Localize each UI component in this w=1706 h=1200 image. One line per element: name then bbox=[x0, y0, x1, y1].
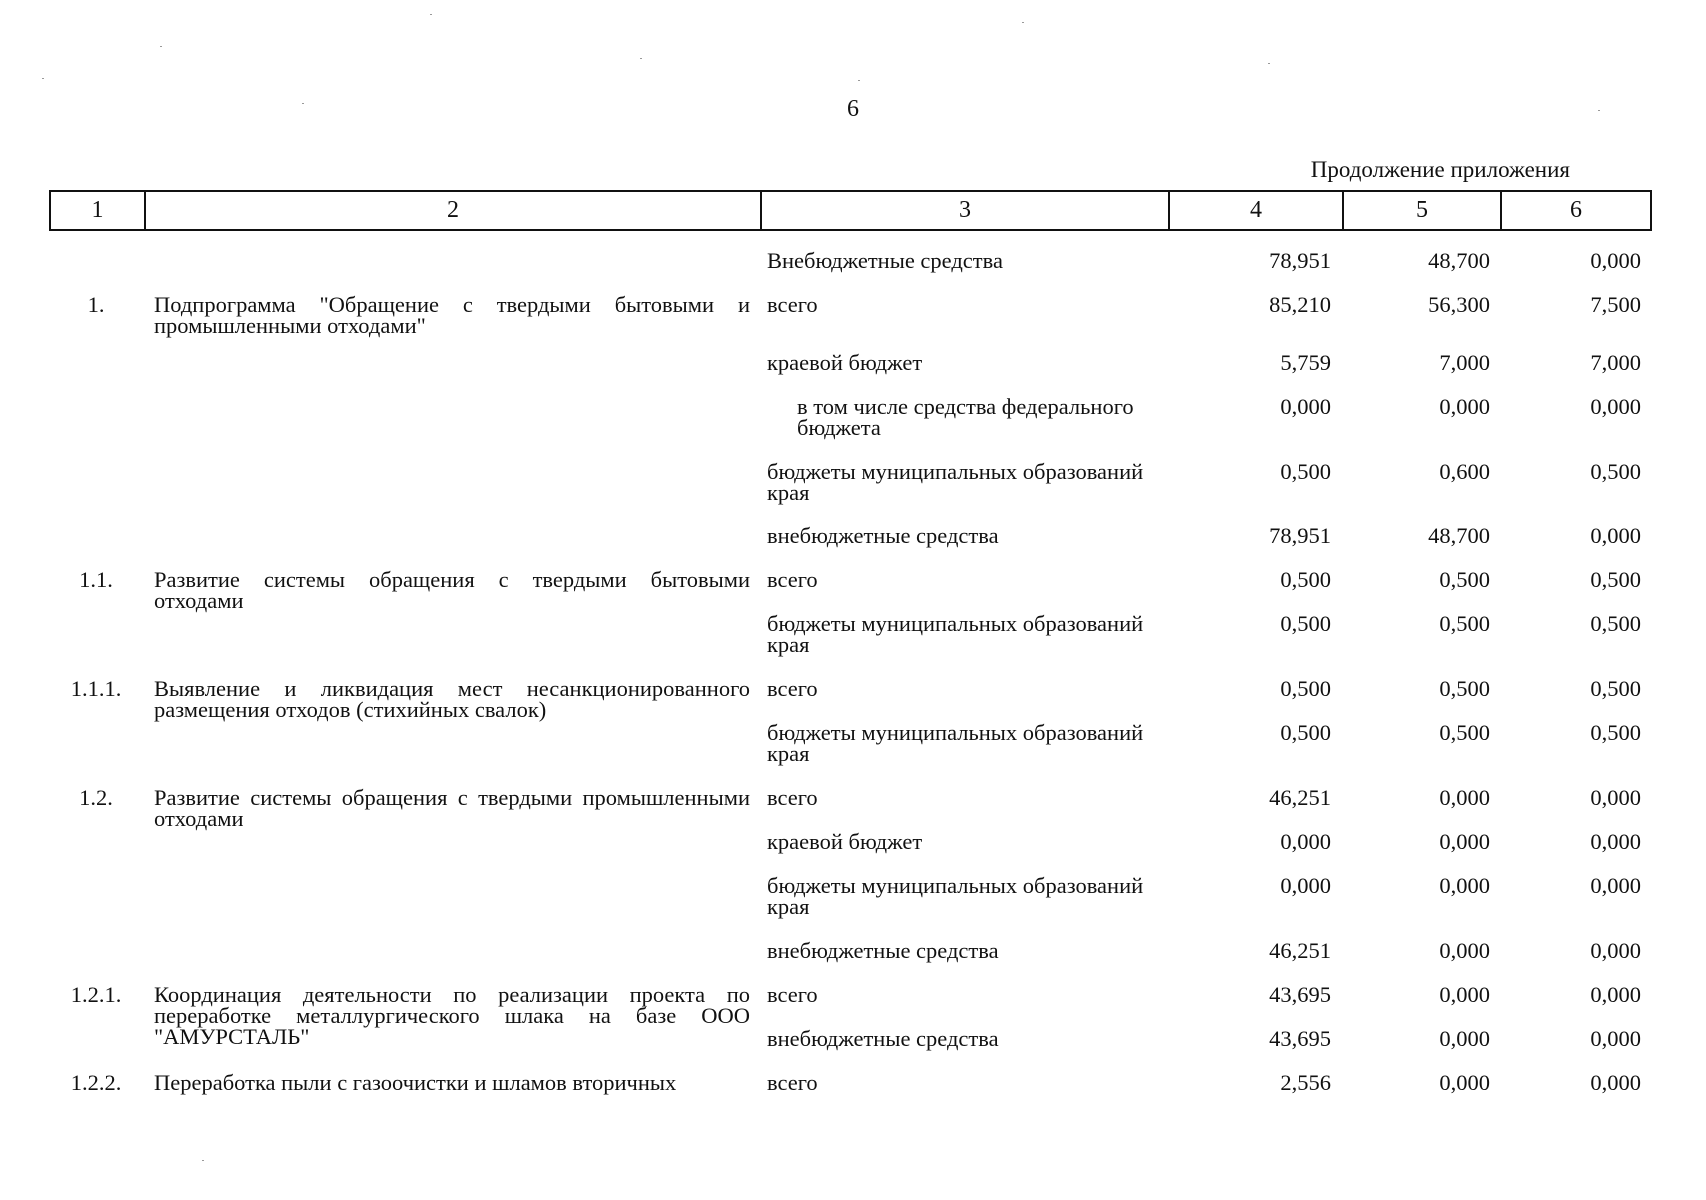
value-col-4: 5,759 bbox=[1280, 350, 1331, 375]
value-col-4: 43,695 bbox=[1269, 1026, 1331, 1051]
header-cell-5: 5 bbox=[1342, 190, 1502, 231]
value-col-5: 0,500 bbox=[1439, 720, 1490, 745]
row-number: 1. bbox=[87, 292, 105, 317]
funding-source: краевой бюджет bbox=[767, 350, 923, 375]
value-col-6: 7,500 bbox=[1590, 292, 1641, 317]
value-col-5: 0,500 bbox=[1439, 676, 1490, 701]
funding-source: всего bbox=[767, 982, 818, 1007]
row-name: Выявление и ликвидация мест несанкционированного размещения отходов (стихийных свалок) bbox=[154, 676, 750, 722]
value-col-6: 0,000 bbox=[1590, 938, 1641, 963]
value-col-5: 0,000 bbox=[1439, 1070, 1490, 1095]
value-col-4: 46,251 bbox=[1269, 785, 1331, 810]
value-col-4: 0,000 bbox=[1280, 394, 1331, 419]
value-col-5: 0,500 bbox=[1439, 567, 1490, 592]
row-number: 1.1.1. bbox=[70, 676, 122, 701]
value-col-6: 0,000 bbox=[1590, 394, 1641, 419]
header-cell-6: 6 bbox=[1500, 190, 1652, 231]
continuation-label: Продолжение приложения bbox=[1310, 157, 1570, 182]
row-name: Развитие системы обращения с твердыми бытовыми отходами bbox=[154, 567, 750, 613]
header-cell-4: 4 bbox=[1168, 190, 1344, 231]
value-col-4: 0,000 bbox=[1280, 829, 1331, 854]
value-col-5: 0,500 bbox=[1439, 611, 1490, 636]
value-col-5: 56,300 bbox=[1428, 292, 1490, 317]
row-number: 1.2. bbox=[79, 785, 113, 810]
header-cell-2: 2 bbox=[144, 190, 762, 231]
funding-source: всего bbox=[767, 785, 818, 810]
scan-speck bbox=[302, 103, 304, 104]
value-col-5: 48,700 bbox=[1428, 248, 1490, 273]
value-col-4: 2,556 bbox=[1280, 1070, 1331, 1095]
value-col-5: 0,000 bbox=[1439, 829, 1490, 854]
scan-speck bbox=[858, 80, 860, 81]
scan-speck bbox=[1598, 110, 1600, 111]
value-col-6: 0,500 bbox=[1590, 459, 1641, 484]
value-col-5: 0,000 bbox=[1439, 1026, 1490, 1051]
value-col-5: 0,000 bbox=[1439, 982, 1490, 1007]
header-cell-3: 3 bbox=[760, 190, 1170, 231]
funding-source: всего bbox=[767, 1070, 818, 1095]
funding-source: внебюджетные средства bbox=[767, 523, 999, 548]
value-col-4: 43,695 bbox=[1269, 982, 1331, 1007]
row-name: Переработка пыли с газоочистки и шламов вторичных bbox=[154, 1070, 677, 1095]
value-col-6: 0,000 bbox=[1590, 1070, 1641, 1095]
value-col-6: 0,000 bbox=[1590, 1026, 1641, 1051]
scan-speck bbox=[430, 14, 432, 15]
value-col-4: 0,000 bbox=[1280, 873, 1331, 898]
funding-source: в том числе средства федерального бюджета bbox=[797, 394, 1134, 440]
funding-source: бюджеты муниципальных образований края bbox=[767, 459, 1144, 505]
funding-source: всего bbox=[767, 676, 818, 701]
value-col-6: 0,500 bbox=[1590, 676, 1641, 701]
value-col-4: 0,500 bbox=[1280, 676, 1331, 701]
value-col-4: 85,210 bbox=[1269, 292, 1331, 317]
row-name: Развитие системы обращения с твердыми промышленными отходами bbox=[154, 785, 750, 831]
header-cell-1: 1 bbox=[49, 190, 146, 231]
value-col-5: 0,000 bbox=[1439, 938, 1490, 963]
value-col-6: 0,000 bbox=[1590, 248, 1641, 273]
scan-speck bbox=[1022, 22, 1024, 23]
value-col-6: 0,000 bbox=[1590, 829, 1641, 854]
value-col-5: 0,000 bbox=[1439, 394, 1490, 419]
value-col-6: 0,000 bbox=[1590, 982, 1641, 1007]
value-col-4: 0,500 bbox=[1280, 720, 1331, 745]
value-col-6: 0,500 bbox=[1590, 567, 1641, 592]
funding-source: всего bbox=[767, 567, 818, 592]
value-col-6: 0,000 bbox=[1590, 785, 1641, 810]
value-col-6: 0,000 bbox=[1590, 873, 1641, 898]
row-number: 1.2.1. bbox=[70, 982, 122, 1007]
funding-source: всего bbox=[767, 292, 818, 317]
scan-speck bbox=[202, 1160, 204, 1161]
funding-source: внебюджетные средства bbox=[767, 1026, 999, 1051]
funding-source: внебюджетные средства bbox=[767, 938, 999, 963]
scan-speck bbox=[640, 58, 642, 59]
value-col-5: 0,000 bbox=[1439, 785, 1490, 810]
scan-speck bbox=[160, 46, 162, 47]
value-col-5: 48,700 bbox=[1428, 523, 1490, 548]
value-col-6: 0,500 bbox=[1590, 611, 1641, 636]
value-col-5: 0,000 bbox=[1439, 873, 1490, 898]
funding-source: Внебюджетные средства bbox=[767, 248, 1003, 273]
value-col-6: 7,000 bbox=[1590, 350, 1641, 375]
value-col-4: 46,251 bbox=[1269, 938, 1331, 963]
page-number: 6 bbox=[847, 96, 859, 122]
value-col-6: 0,500 bbox=[1590, 720, 1641, 745]
row-number: 1.2.2. bbox=[70, 1070, 122, 1095]
funding-source: краевой бюджет bbox=[767, 829, 923, 854]
funding-source: бюджеты муниципальных образований края bbox=[767, 611, 1144, 657]
value-col-4: 0,500 bbox=[1280, 567, 1331, 592]
value-col-4: 78,951 bbox=[1269, 523, 1331, 548]
table-header bbox=[49, 190, 1652, 235]
scan-speck bbox=[1268, 63, 1270, 64]
value-col-5: 0,600 bbox=[1439, 459, 1490, 484]
row-name: Подпрограмма "Обращение с твердыми бытовыми и промышленными отходами" bbox=[154, 292, 750, 338]
value-col-4: 78,951 bbox=[1269, 248, 1331, 273]
value-col-5: 7,000 bbox=[1439, 350, 1490, 375]
scan-speck bbox=[42, 78, 44, 79]
funding-source: бюджеты муниципальных образований края bbox=[767, 720, 1144, 766]
row-number: 1.1. bbox=[79, 567, 113, 592]
funding-source: бюджеты муниципальных образований края bbox=[767, 873, 1144, 919]
value-col-4: 0,500 bbox=[1280, 611, 1331, 636]
value-col-6: 0,000 bbox=[1590, 523, 1641, 548]
value-col-4: 0,500 bbox=[1280, 459, 1331, 484]
row-name: Координация деятельности по реализации проекта по переработке металлургического шлака на базе ООО "АМУРСТАЛЬ" bbox=[154, 982, 750, 1049]
